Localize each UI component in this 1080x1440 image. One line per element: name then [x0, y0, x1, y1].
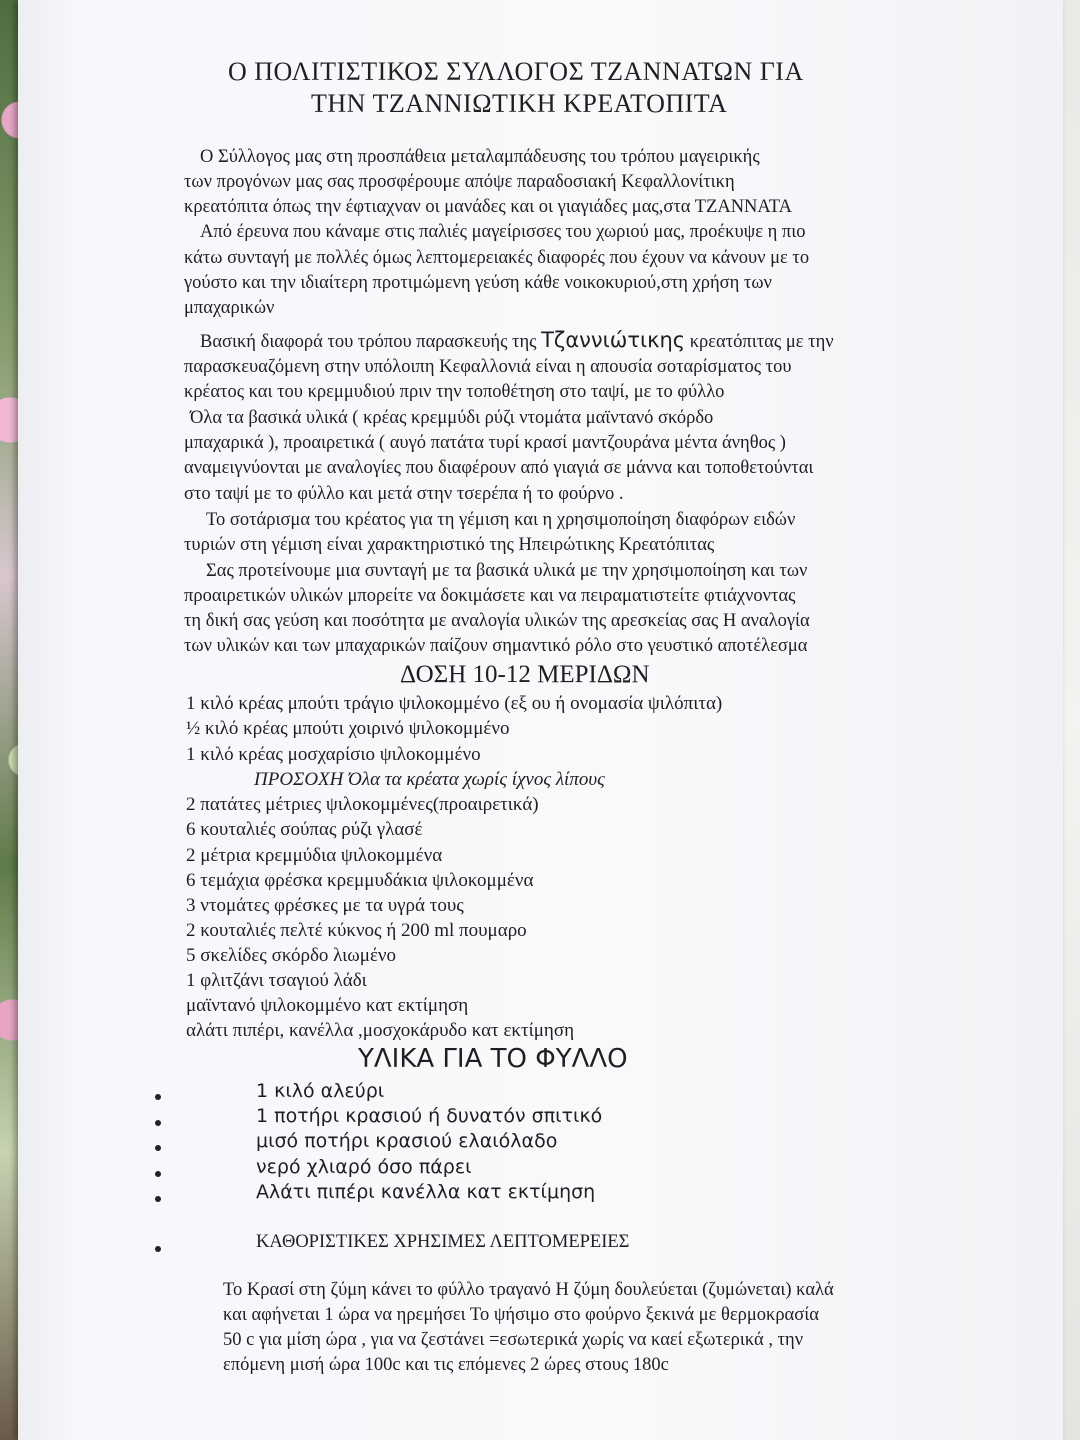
- ingredient-item: ½ κιλό κρέας μπούτι χοιρινό ψιλοκομμένο: [186, 718, 510, 739]
- intro-p3-first-line: [200, 328, 834, 353]
- intro-p1-line: των προγόνων μας σας προσφέρουμε απόψε παραδοσιακή Κεφαλλονίτικη: [184, 172, 735, 192]
- ingredient-item: 6 τεμάχια φρέσκα κρεμμυδάκια ψιλοκομμένα: [186, 870, 534, 891]
- ingredient-item: 3 ντομάτες φρέσκες με τα υγρά τους: [186, 895, 464, 916]
- intro-p3-start: Βασική διαφορά του τρόπου παρασκευής της: [200, 332, 537, 352]
- intro-p2-line: γούστο και την ιδιαίτερη προτιμώμενη γεύση κάθε νοικοκυριού,στη χρήση των: [184, 273, 772, 293]
- details-line: Το Κρασί στη ζύμη κάνει το φύλλο τραγανό Η ζύμη δουλεύεται (ζυμώνεται) καλά: [223, 1280, 834, 1300]
- details-line: επόμενη μισή ώρα 100c και τις επόμενες 2 ώρες στους 180c: [223, 1355, 669, 1375]
- intro-p2-line: Από έρευνα που κάναμε στις παλιές μαγείρισσες του χωριού μας, προέκυψε η πιο: [200, 222, 806, 242]
- recipe-sheet: [18, 0, 1063, 1440]
- ingredient-item: 2 πατάτες μέτριες ψιλοκομμένες(προαιρετικά): [186, 794, 539, 815]
- intro-p3-line: παρασκευαζόμενη στην υπόλοιπη Κεφαλλονιά είναι η απουσία σοταρίσματος του: [184, 357, 792, 377]
- ingredient-item: μαϊντανό ψιλοκομμένο κατ εκτίμηση: [186, 995, 469, 1016]
- intro-p4-line: αναμειγνύονται με αναλογίες που διαφέρουν από γιαγιά σε μάννα και τοποθετούνται: [184, 458, 814, 478]
- intro-p6-line: τη δική σας γεύση και ποσότητα με αναλογία υλικών της αρεσκείας σας Η αναλογία: [184, 611, 810, 631]
- intro-p4-line: στο ταψί με το φύλλο και μετά στην τσερέπα ή το φούρνο .: [184, 484, 624, 504]
- ingredient-item: 1 φλιτζάνι τσαγιού λάδι: [186, 970, 367, 991]
- intro-p1-line: Ο Σύλλογος μας στη προσπάθεια μεταλαμπάδευσης του τρόπου μαγειρικής: [200, 147, 760, 167]
- intro-p2-line: κάτω συνταγή με πολλές όμως λεπτομερειακές διαφορές που έχουν να κάνουν με το: [184, 248, 810, 268]
- intro-p4-line: Όλα τα βασικά υλικά ( κρέας κρεμμύδι ρύζι ντομάτα μαϊντανό σκόρδο: [190, 408, 714, 428]
- bullet-icon: [155, 1120, 161, 1126]
- details-line: και αφήνεται 1 ώρα να ηρεμήσει Το ψήσιμο στο φούρνο ξεκινά με θερμοκρασία: [223, 1305, 819, 1325]
- title-line-2: ΤΗΝ ΤΖΑΝΝΙΩΤΙΚΗ ΚΡΕΑΤΟΠΙΤΑ: [311, 89, 728, 118]
- intro-p3-highlight: Τζαννιώτικης: [541, 328, 686, 352]
- bullet-icon: [155, 1145, 161, 1151]
- dough-item: νερό χλιαρό όσο πάρει: [256, 1156, 472, 1178]
- details-line: 50 c για μίση ώρα , για να ζεστάνει =εσωτερικά χωρίς να καεί εξωτερικά , την: [223, 1330, 804, 1350]
- bullet-icon: [155, 1094, 161, 1100]
- intro-p3-end: κρεατόπιτας με την: [689, 332, 834, 352]
- intro-p1-line: κρεατόπιτα όπως την έφτιαχναν οι μανάδες και οι γιαγιάδες μας,στα ΤΖΑΝΝΑΤΑ: [184, 197, 792, 217]
- details-heading: ΚΑΘΟΡΙΣΤΙΚΕΣ ΧΡΗΣΙΜΕΣ ΛΕΠΤΟΜΕΡΕΙΕΣ: [256, 1232, 630, 1252]
- dough-heading: ΥΛΙΚΑ ΓΙΑ ΤΟ ΦΥΛΛΟ: [358, 1044, 628, 1074]
- dough-item: 1 κιλό αλεύρι: [256, 1080, 385, 1102]
- intro-p3-line: κρέατος και του κρεμμυδιού πριν την τοποθέτηση στο ταψί, με το φύλλο: [184, 382, 725, 402]
- ingredient-item: 1 κιλό κρέας μπούτι τράγιο ψιλοκομμένο (εξ ου ή ονομασία ψιλόπιτα): [186, 693, 723, 714]
- ingredient-item: 2 μέτρια κρεμμύδια ψιλοκομμένα: [186, 845, 443, 866]
- intro-p5-line: τυριών στη γέμιση είναι χαρακτηριστικό της Ηπειρώτικης Κρεατόπιτας: [184, 535, 715, 555]
- bullet-icon: [155, 1171, 161, 1177]
- intro-p6-line: Σας προτείνουμε μια συνταγή με τα βασικά υλικά με την χρησιμοποίηση και των: [206, 561, 808, 581]
- ingredient-item: αλάτι πιπέρι, κανέλλα ,μοσχοκάρυδο κατ εκτίμηση: [186, 1020, 575, 1041]
- bullet-icon: [155, 1246, 161, 1252]
- title-line-1: Ο ΠΟΛΙΤΙΣΤΙΚΟΣ ΣΥΛΛΟΓΟΣ ΤΖΑΝΝΑΤΩΝ ΓΙΑ: [228, 57, 804, 86]
- intro-p5-line: Το σοτάρισμα του κρέατος για τη γέμιση και η χρησιμοποίηση διαφόρων ειδών: [206, 510, 796, 530]
- intro-p2-line: μπαχαρικών: [184, 298, 275, 318]
- bullet-icon: [155, 1196, 161, 1202]
- ingredient-item: 5 σκελίδες σκόρδο λιωμένο: [186, 945, 397, 966]
- dough-item: 1 ποτήρι κρασιού ή δυνατόν σπιτικό: [256, 1105, 603, 1127]
- ingredient-item: 6 κουταλιές σούπας ρύζι γλασέ: [186, 819, 423, 840]
- intro-p4-line: μπαχαρικά ), προαιρετικά ( αυγό πατάτα τυρί κρασί μαντζουράνα μέντα άνηθος ): [184, 433, 786, 453]
- ingredient-warning: ΠΡΟΣΟΧΗ Όλα τα κρέατα χωρίς ίχνος λίπους: [254, 769, 605, 790]
- dough-item: μισό ποτήρι κρασιού ελαιόλαδο: [256, 1130, 558, 1152]
- intro-p6-line: των υλικών και των μπαχαρικών παίζουν σημαντικό ρόλο στο γευστικό αποτέλεσμα: [184, 636, 808, 656]
- ingredient-item: 2 κουταλιές πελτέ κύκνος ή 200 ml πουμαρο: [186, 920, 527, 941]
- intro-p6-line: προαιρετικών υλικών μπορείτε να δοκιμάσετε και να πειραματιστείτε φτιάχνοντας: [184, 586, 796, 606]
- ingredient-item: 1 κιλό κρέας μοσχαρίσιο ψιλοκομμένο: [186, 744, 481, 765]
- dough-item: Αλάτι πιπέρι κανέλλα κατ εκτίμηση: [256, 1181, 596, 1203]
- dose-heading: ΔΟΣΗ 10-12 ΜΕΡΙΔΩΝ: [400, 661, 650, 688]
